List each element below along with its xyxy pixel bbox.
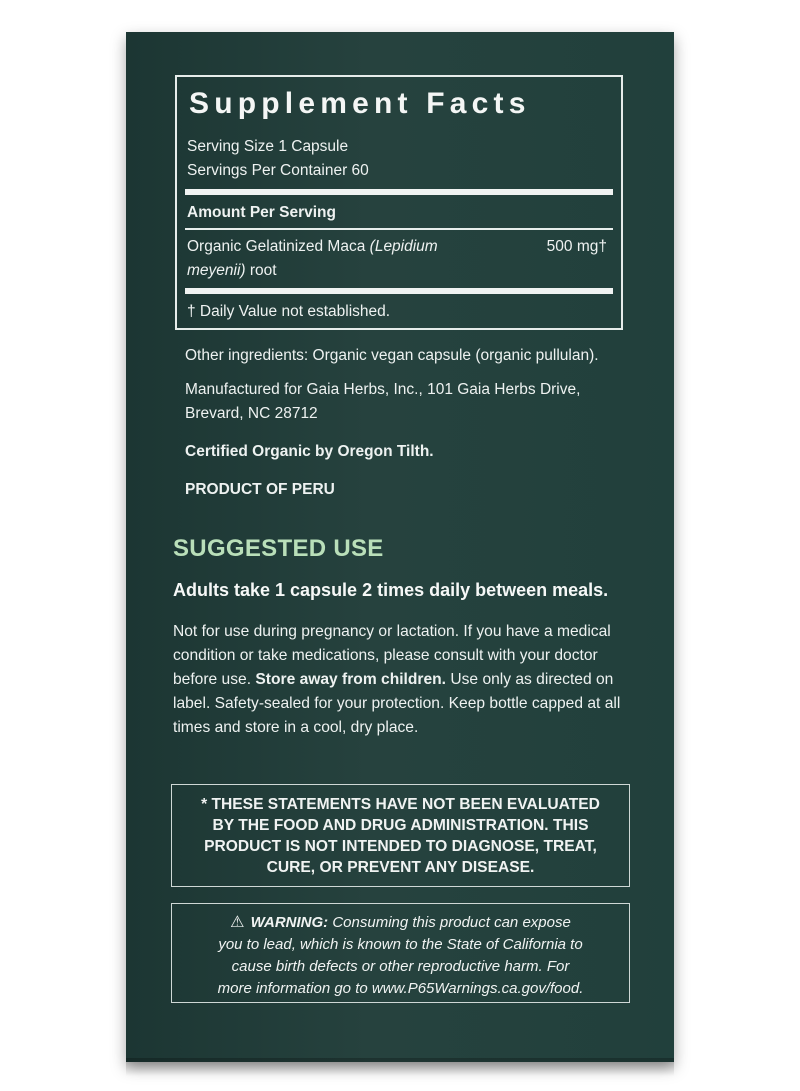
warning-line1-rest: Consuming this product can expose bbox=[332, 914, 571, 931]
ingredient-latin-part2: meyenii) bbox=[187, 262, 246, 279]
supplement-facts-box bbox=[175, 75, 623, 330]
other-ingredients: Other ingredients: Organic vegan capsule (organic pullulan). bbox=[185, 347, 599, 364]
warning-line3: cause birth defects or other reproductive harm. For bbox=[231, 958, 570, 975]
facts-divider-thick bbox=[185, 189, 613, 195]
fda-line1: * THESE STATEMENTS HAVE NOT BEEN EVALUATED bbox=[201, 796, 600, 813]
warning-line1 bbox=[172, 912, 629, 934]
ingredient-name-line1 bbox=[187, 238, 438, 256]
suggested-use-heading: SUGGESTED USE bbox=[173, 535, 384, 562]
fda-line2: BY THE FOOD AND DRUG ADMINISTRATION. THIS bbox=[212, 817, 589, 834]
caution-text-part1: Not for use during pregnancy or lactation. If you have a medical condition or take medications, please consult with your doctor before use. bbox=[173, 623, 611, 688]
fda-line4: CURE, OR PREVENT ANY DISEASE. bbox=[266, 859, 535, 876]
usage-directions: Adults take 1 capsule 2 times daily between meals. bbox=[173, 580, 609, 600]
daily-value-footnote: † Daily Value not established. bbox=[187, 303, 391, 320]
product-origin: PRODUCT OF PERU bbox=[185, 481, 335, 498]
fda-disclaimer-box bbox=[171, 784, 630, 887]
ingredient-latin-part1: (Lepidium bbox=[369, 238, 438, 255]
manufacturer-line1: Manufactured for Gaia Herbs, Inc., 101 Gaia Herbs Drive, bbox=[185, 381, 581, 398]
facts-divider-bottom bbox=[185, 288, 613, 294]
manufacturer-line2: Brevard, NC 28712 bbox=[185, 405, 318, 422]
warning-triangle-icon: ⚠ bbox=[230, 914, 245, 931]
prop65-warning-box bbox=[171, 903, 630, 1003]
ingredient-amount: 500 mg† bbox=[546, 238, 607, 255]
warning-label: WARNING: bbox=[250, 914, 329, 931]
amount-per-serving-header: Amount Per Serving bbox=[187, 204, 336, 221]
serving-size: Serving Size 1 Capsule bbox=[187, 138, 349, 155]
warning-line4: more information go to www.P65Warnings.ca.gov/food. bbox=[217, 980, 584, 997]
supplement-facts-title: Supplement Facts bbox=[189, 87, 531, 120]
fda-line3: PRODUCT IS NOT INTENDED TO DIAGNOSE, TREAT, bbox=[204, 838, 597, 855]
caution-text-bold: Store away from children. bbox=[255, 671, 447, 688]
caution-text-part2: Use only as directed on label. Safety-sealed for your protection. Keep bottle capped at all times and store in a cool, dry place. bbox=[173, 671, 621, 736]
caution-paragraph bbox=[173, 620, 623, 740]
panel-shadow bbox=[126, 1058, 674, 1076]
facts-divider-thin bbox=[185, 228, 613, 230]
ingredient-name-part1: Organic Gelatinized Maca bbox=[187, 238, 366, 255]
ingredient-name-part2: root bbox=[249, 262, 277, 279]
certification: Certified Organic by Oregon Tilth. bbox=[185, 443, 434, 460]
servings-per-container: Servings Per Container 60 bbox=[187, 162, 369, 179]
warning-line2: you to lead, which is known to the State of California to bbox=[218, 936, 583, 953]
ingredient-name-line2 bbox=[187, 262, 277, 280]
